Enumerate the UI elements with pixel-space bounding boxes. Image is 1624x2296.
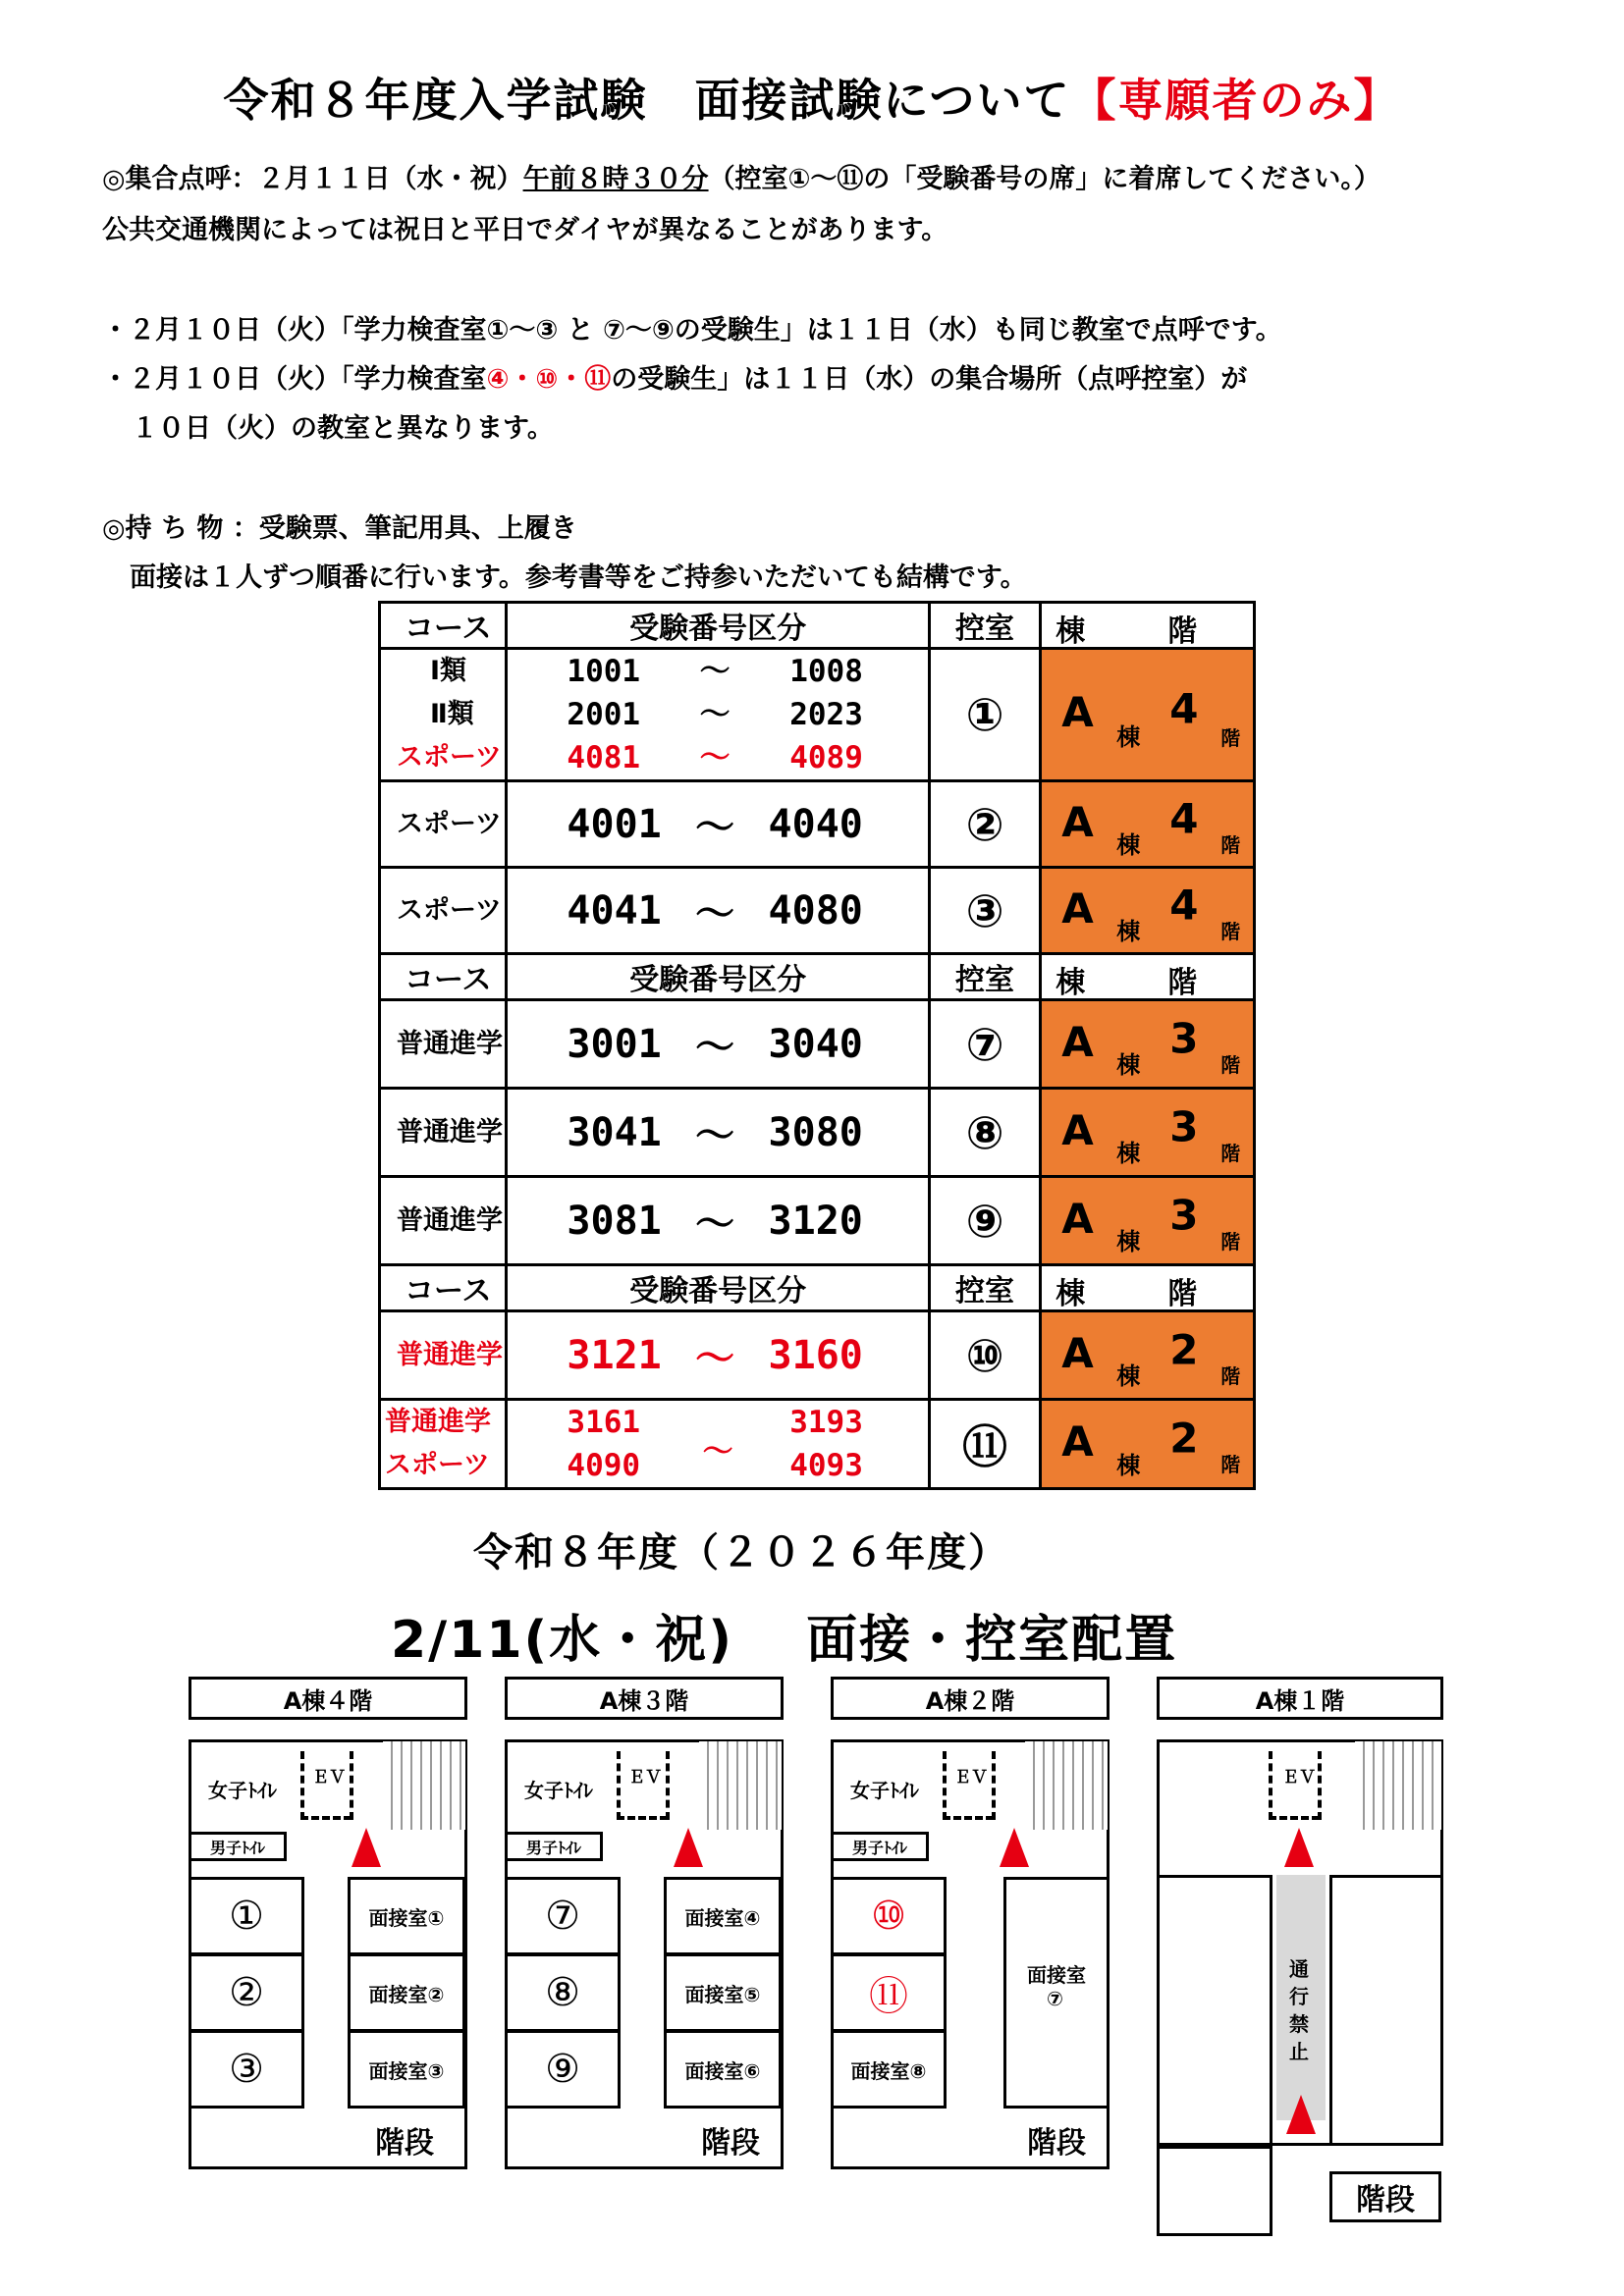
interview-room: 面接室③ — [348, 2030, 465, 2109]
floor-suffix: 階 — [1220, 832, 1241, 857]
range-to: 4080 — [768, 887, 863, 934]
title-main: 令和８年度入学試験 面接試験について — [223, 74, 1071, 127]
room-cell: ⑪ — [929, 1400, 1040, 1489]
header-floor-label: 階 — [1167, 966, 1198, 1000]
elevator-label: ＥＶ — [628, 1768, 662, 1788]
floor-number: 3 — [1169, 1102, 1199, 1151]
course-text: Ⅰ類 — [430, 656, 467, 686]
range-to: 1008 — [789, 654, 863, 689]
range-tilde: ～ — [699, 654, 731, 689]
floor-suffix: 階 — [1220, 725, 1241, 750]
interview-room: 面接室⑥ — [664, 2030, 782, 2109]
room-block — [1157, 1875, 1272, 2146]
range-tilde: ～ — [699, 740, 731, 775]
header-range: 受験番号区分 — [507, 1265, 929, 1311]
header-range: 受験番号区分 — [507, 603, 929, 649]
floor-label-2: A棟２階 — [831, 1677, 1110, 1720]
stairs-label: 階段 — [375, 2126, 434, 2161]
room-cell: ② — [929, 781, 1040, 868]
stairs-hatch — [1025, 1741, 1108, 1830]
floor-label-4: A棟４階 — [189, 1677, 467, 1720]
header-room: 控室 — [929, 603, 1040, 649]
building-suffix: 棟 — [1116, 1228, 1141, 1256]
range-to: 3193 — [789, 1405, 863, 1440]
ev-wall — [300, 1751, 304, 1820]
assembly-suffix: （控室①～⑪の「受験番号の席」に着席してください。） — [708, 164, 1380, 194]
no-entry-char: 行 — [1289, 1985, 1309, 2008]
title-highlight: 【専願者のみ】 — [1070, 74, 1401, 127]
room-block — [1329, 1875, 1443, 2146]
note-1: ・２月１０日（火）「学力検査室①～③ と ⑦～⑨の受験生」は１１日（水）も同じ教室で点呼です。 — [102, 315, 1282, 346]
building-suffix: 棟 — [1116, 722, 1141, 751]
range-to: 3040 — [768, 1021, 863, 1067]
floor-label-3: A棟３階 — [505, 1677, 784, 1720]
traffic-cone-icon — [352, 1828, 381, 1867]
waiting-room: ⑩ — [831, 1877, 947, 1955]
range-tilde: ～ — [702, 1434, 733, 1469]
range-from: 3041 — [567, 1109, 662, 1155]
floor-suffix: 階 — [1220, 1141, 1241, 1165]
building-letter: A — [1061, 797, 1094, 846]
building-suffix: 棟 — [1116, 1451, 1141, 1479]
course-cell: 普通進学 — [380, 1089, 507, 1177]
range-tilde: ～ — [695, 1201, 735, 1247]
range-to: 4093 — [789, 1448, 863, 1483]
range-tilde: ～ — [695, 805, 735, 850]
room-cell: ⑦ — [929, 1000, 1040, 1089]
building-suffix: 棟 — [1116, 1362, 1141, 1391]
men-restroom: 男子ﾄｲﾚ — [189, 1832, 287, 1861]
building-suffix: 棟 — [1116, 831, 1141, 860]
interview-room-number: ⑦ — [1047, 1987, 1063, 2010]
header-floor-label: 階 — [1167, 1277, 1198, 1311]
range-to: 3120 — [768, 1198, 863, 1244]
waiting-room: ⑦ — [505, 1877, 621, 1955]
elevator-label: ＥＶ — [954, 1768, 988, 1788]
stairs-hatch — [383, 1741, 465, 1830]
floor-number: 4 — [1169, 684, 1199, 733]
building-letter: A — [1061, 883, 1094, 933]
course-text: 普通進学 — [385, 1407, 491, 1437]
building-letter: A — [1061, 688, 1094, 737]
floor-suffix: 階 — [1220, 1453, 1241, 1477]
range-to: 2023 — [789, 697, 863, 732]
traffic-cone-icon — [1000, 1828, 1029, 1867]
range-from: 4090 — [567, 1448, 641, 1483]
stairs-hatch — [699, 1741, 782, 1830]
men-restroom: 男子ﾄｲﾚ — [505, 1832, 603, 1861]
waiting-room: ③ — [189, 2030, 304, 2109]
assembly-prefix: ◎集合点呼：２月１１日（水・祝） — [102, 164, 523, 194]
interview-note: 面接は１人ずつ順番に行います。参考書等をご持参いただいても結構です。 — [130, 562, 1027, 593]
stairs-label: 階段 — [701, 2126, 760, 2161]
floor-number: 3 — [1169, 1014, 1199, 1063]
elevator-label: ＥＶ — [312, 1768, 346, 1788]
range-from: 4081 — [567, 740, 641, 775]
range-to: 4040 — [768, 801, 863, 847]
range-tilde: ～ — [695, 1336, 735, 1381]
course-text: Ⅱ類 — [430, 699, 474, 729]
building-suffix: 棟 — [1116, 1140, 1141, 1168]
ev-wall — [992, 1751, 996, 1820]
map-year: 令和８年度（２０２６年度） — [473, 1530, 1009, 1575]
waiting-room: ② — [189, 1953, 304, 2032]
room-cell: ① — [929, 649, 1040, 781]
course-text: スポーツ — [385, 1450, 490, 1480]
building-letter: A — [1061, 1194, 1094, 1243]
ev-wall — [617, 1816, 668, 1820]
waiting-room: ⑨ — [505, 2030, 621, 2109]
floor-suffix: 階 — [1220, 919, 1241, 943]
no-entry-char: 通 — [1289, 1957, 1309, 1981]
ev-wall — [617, 1751, 621, 1820]
floor-number: 2 — [1169, 1414, 1199, 1463]
building-suffix: 棟 — [1116, 1051, 1141, 1080]
floor-number: 4 — [1169, 794, 1199, 843]
header-course: コース — [380, 1265, 507, 1311]
interview-room: 面接室② — [348, 1953, 465, 2032]
range-tilde: ～ — [699, 697, 731, 732]
note-2-a: ・２月１０日（火）「学力検査室 — [102, 364, 487, 395]
women-restroom: 女子ﾄｲﾚ — [524, 1779, 593, 1802]
header-course: コース — [380, 954, 507, 1000]
header-building-label: 棟 — [1056, 1277, 1086, 1311]
map-heading: 2/11(水・祝) 面接・控室配置 — [391, 1611, 1178, 1670]
range-from: 1001 — [567, 654, 641, 689]
header-course: コース — [380, 603, 507, 649]
women-restroom: 女子ﾄｲﾚ — [208, 1779, 277, 1802]
floor-suffix: 階 — [1220, 1229, 1241, 1254]
range-from: 3161 — [567, 1405, 641, 1440]
floor-suffix: 階 — [1220, 1363, 1241, 1388]
floor-number: 3 — [1169, 1191, 1199, 1240]
header-range: 受験番号区分 — [507, 954, 929, 1000]
ev-wall — [1269, 1816, 1320, 1820]
stairs-hatch — [1355, 1741, 1441, 1830]
course-cell: 普通進学 — [380, 1311, 507, 1400]
no-entry-char: 止 — [1289, 2040, 1309, 2063]
range-tilde: ～ — [695, 1113, 735, 1158]
waiting-room: ⑪ — [831, 1953, 947, 2032]
elevator-label: ＥＶ — [1282, 1768, 1316, 1788]
note-2-continued: １０日（火）の教室と異なります。 — [132, 413, 554, 444]
range-to: 4089 — [789, 740, 863, 775]
range-from: 4001 — [567, 801, 662, 847]
traffic-cone-icon — [1286, 2095, 1316, 2134]
course-text: スポーツ — [397, 742, 502, 773]
building-letter: A — [1061, 1328, 1094, 1377]
items-line: ◎持 ち 物 ：受験票、筆記用具、上履き — [102, 513, 577, 544]
range-to: 3160 — [768, 1332, 863, 1378]
interview-room: 面接室① — [348, 1877, 465, 1955]
traffic-cone-icon — [674, 1828, 703, 1867]
building-letter: A — [1061, 1417, 1094, 1467]
ev-wall — [300, 1816, 352, 1820]
building-suffix: 棟 — [1116, 918, 1141, 946]
floor-number: 2 — [1169, 1325, 1199, 1374]
stairs-label: 階段 — [1027, 2126, 1086, 2161]
transit-note: 公共交通機関によっては祝日と平日でダイヤが異なることがあります。 — [102, 215, 948, 245]
ev-wall — [1318, 1751, 1322, 1820]
interview-room: 面接室⑤ — [664, 1953, 782, 2032]
waiting-room: ⑧ — [505, 1953, 621, 2032]
range-from: 2001 — [567, 697, 641, 732]
note-2-b: の受験生」は１１日（水）の集合場所（点呼控室）が — [611, 364, 1248, 395]
interview-room: 面接室④ — [664, 1877, 782, 1955]
range-from: 4041 — [567, 887, 662, 934]
header-floor-label: 階 — [1167, 614, 1198, 649]
range-from: 3001 — [567, 1021, 662, 1067]
men-restroom: 男子ﾄｲﾚ — [831, 1832, 929, 1861]
course-cell: 普通進学 — [380, 1000, 507, 1089]
women-restroom: 女子ﾄｲﾚ — [850, 1779, 919, 1802]
room-cell: ⑧ — [929, 1089, 1040, 1177]
floor-number: 4 — [1169, 881, 1199, 930]
course-cell: スポーツ — [380, 781, 507, 868]
range-from: 3121 — [567, 1332, 662, 1378]
header-building-label: 棟 — [1056, 966, 1086, 1000]
header-room: 控室 — [929, 1265, 1040, 1311]
no-entry-char: 禁 — [1289, 2012, 1309, 2036]
room-block — [1157, 2146, 1272, 2236]
room-cell: ③ — [929, 868, 1040, 954]
interview-room-label: 面接室 — [1027, 1963, 1086, 1987]
course-cell: 普通進学 — [380, 1177, 507, 1265]
header-room: 控室 — [929, 954, 1040, 1000]
ev-wall — [943, 1751, 947, 1820]
header-building-label: 棟 — [1056, 614, 1086, 649]
building-letter: A — [1061, 1105, 1094, 1154]
traffic-cone-icon — [1284, 1828, 1314, 1867]
ev-wall — [1269, 1751, 1272, 1820]
ev-wall — [666, 1751, 670, 1820]
building-letter: A — [1061, 1017, 1094, 1066]
note-2-red: ④・⑩・⑪ — [486, 364, 612, 395]
course-cell: スポーツ — [380, 868, 507, 954]
waiting-room: ① — [189, 1877, 304, 1955]
room-cell: ⑨ — [929, 1177, 1040, 1265]
range-tilde: ～ — [695, 891, 735, 936]
range-tilde: ～ — [695, 1025, 735, 1070]
interview-room: 面接室⑧ — [831, 2030, 947, 2109]
stairs-label: 階段 — [1329, 2171, 1441, 2222]
range-from: 3081 — [567, 1198, 662, 1244]
assembly-time: 午前８時３０分 — [522, 164, 709, 194]
ev-wall — [350, 1751, 353, 1820]
floor-suffix: 階 — [1220, 1052, 1241, 1077]
room-cell: ⑩ — [929, 1311, 1040, 1400]
ev-wall — [943, 1816, 994, 1820]
floor-label-1: A棟１階 — [1157, 1677, 1443, 1720]
range-to: 3080 — [768, 1109, 863, 1155]
